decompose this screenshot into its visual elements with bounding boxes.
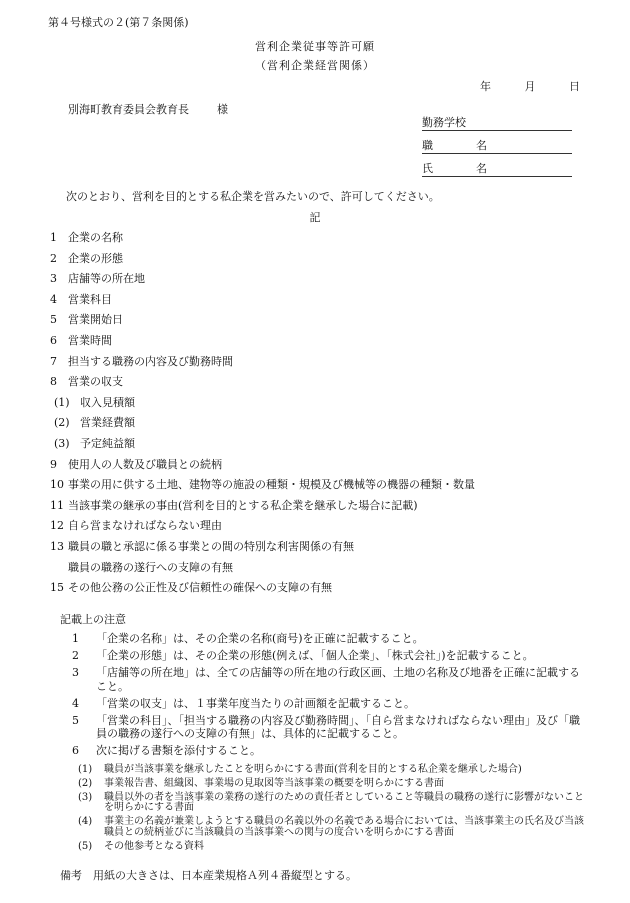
- doc-item: [78, 765, 586, 776]
- intro-text: 次のとおり、営利を目的とする私企業を営みたいので、許可してください。: [66, 190, 440, 203]
- recipient-name: 別海町教育委員会教育長: [68, 103, 189, 116]
- page-title: 営利企業従事等許可願: [255, 40, 375, 53]
- doc-item: [78, 842, 586, 853]
- item-text: 営業の収支: [68, 375, 123, 389]
- note-text: 「営業の科目」、「担当する職務の内容及び勤務時間」、「自ら営まなければならない理由」及び「職員の職務の遂行への支障の有無」は、具体的に記載すること。: [96, 713, 580, 741]
- name-field[interactable]: [422, 162, 572, 177]
- item-text: 職員の職務の遂行への支障の有無: [68, 560, 233, 574]
- remarks: 備考 用紙の大きさは、日本産業規格Ａ列４番縦型とする。: [60, 869, 357, 882]
- date-line: [450, 80, 580, 93]
- post-field[interactable]: [422, 139, 572, 154]
- doc-text: その他参考となる資料: [104, 840, 204, 852]
- list-item: [50, 519, 475, 540]
- list-item: [50, 561, 475, 582]
- list-item: [50, 355, 475, 376]
- note-item: [72, 632, 584, 645]
- recipient-suffix: 様: [217, 103, 228, 116]
- note-number: 4: [72, 696, 79, 710]
- school-field[interactable]: [422, 116, 572, 131]
- note-item: [72, 649, 584, 662]
- item-number: 9: [50, 457, 57, 471]
- item-text: 職員の職と承認に係る事業との間の特別な利害関係の有無: [68, 539, 354, 553]
- item-text: 収入見積額: [80, 395, 135, 409]
- note-number: 6: [72, 744, 79, 758]
- note-number: 5: [72, 713, 79, 727]
- list-subitem: [50, 416, 475, 437]
- list-item: [50, 313, 475, 334]
- item-text: 営業時間: [68, 333, 112, 347]
- item-number: 15: [50, 581, 64, 595]
- doc-item: [78, 779, 586, 790]
- item-number: 10: [50, 478, 64, 492]
- note-text: 「営業の収支」は、１事業年度当たりの計画額を記載すること。: [96, 696, 415, 710]
- doc-text: 職員以外の者を当該事業の業務の遂行のための責任者としていること等職員の職務の遂行に影響がないことを明らかにする書面: [104, 791, 584, 814]
- recipient: [68, 103, 228, 116]
- item-text: 店舗等の所在地: [68, 272, 145, 286]
- item-text: 予定純益額: [80, 436, 135, 450]
- note-item: [72, 744, 584, 757]
- doc-item: [78, 817, 586, 839]
- date-year: 年: [480, 80, 491, 93]
- item-number: 12: [50, 519, 64, 533]
- list-subitem: [50, 437, 475, 458]
- note-item: [72, 714, 584, 740]
- date-month: 月: [524, 80, 536, 93]
- list-item: [50, 252, 475, 273]
- note-text: 「店舗等の所在地」は、全ての店舗等の所在地の行政区画、土地の名称及び地番を正確に記載すること。: [96, 666, 580, 693]
- item-text: 自ら営まなければならない理由: [68, 519, 222, 533]
- item-text: その他公務の公正性及び信頼性の確保への支障の有無: [68, 581, 332, 595]
- list-item: [50, 458, 475, 479]
- doc-text: 事業主の名義が兼業しようとする職員の名義以外の名義である場合においては、当該事業主の氏名及び当該職員との続柄並びに当該職員の当該事業への関与の度合いを明らかにする書面: [104, 816, 584, 838]
- item-text: 営業科目: [68, 292, 112, 306]
- list-item: [50, 581, 475, 602]
- notes-heading: 記載上の注意: [60, 613, 126, 626]
- item-text: 企業の名称: [68, 231, 123, 244]
- ki-heading: 記: [309, 211, 321, 224]
- post-label: 職 名: [422, 139, 503, 152]
- item-number: 3: [50, 272, 57, 286]
- item-number: 7: [50, 354, 57, 368]
- item-number: (3): [54, 436, 70, 450]
- list-item: [50, 375, 475, 396]
- list-item: [50, 272, 475, 293]
- note-text: 「企業の形態」は、その企業の形態(例えば、「個人企業」、「株式会社」)を記載すること。: [96, 649, 534, 663]
- list-item: [50, 540, 475, 561]
- doc-number: (1): [78, 764, 93, 775]
- item-text: 事業の用に供する土地、建物等の施設の種類・規模及び機械等の機器の種類・数量: [68, 478, 475, 492]
- item-list: [50, 231, 475, 602]
- doc-text: 事業報告書、組織図、事業場の見取図等当該事業の概要を明らかにする書面: [104, 777, 444, 789]
- item-text: 営業開始日: [68, 313, 123, 327]
- note-number: 3: [72, 666, 79, 680]
- doc-text: 職員が当該事業を継承したことを明らかにする書面(営利を目的とする私企業を継承した場合): [104, 764, 522, 775]
- item-text: 営業経費額: [80, 416, 135, 430]
- item-number: 11: [50, 498, 64, 512]
- item-text: 当該事業の継承の事由(営利を目的とする私企業を継承した場合に記載): [68, 498, 418, 512]
- name-label: 氏 名: [422, 162, 503, 175]
- doc-number: (5): [78, 840, 93, 852]
- note-text: 次に掲げる書類を添付すること。: [96, 744, 261, 758]
- item-text: 担当する職務の内容及び勤務時間: [68, 354, 233, 368]
- attached-docs-list: [78, 765, 586, 856]
- notes-list: [72, 632, 584, 762]
- item-number: 8: [50, 375, 57, 389]
- doc-item: [78, 793, 586, 815]
- note-number: 1: [72, 632, 79, 645]
- item-number: (2): [54, 416, 70, 430]
- list-subitem: [50, 396, 475, 417]
- item-number: 6: [50, 333, 57, 347]
- date-day: 日: [569, 80, 580, 93]
- item-number: 5: [50, 313, 57, 327]
- doc-number: (2): [78, 777, 93, 789]
- note-item: [72, 666, 584, 692]
- form-number: 第４号様式の２(第７条関係): [48, 16, 189, 29]
- item-number: 4: [50, 292, 57, 306]
- item-number: 2: [50, 251, 57, 265]
- school-label: 勤務学校: [422, 116, 466, 129]
- item-number: 13: [50, 539, 64, 553]
- doc-number: (4): [78, 816, 93, 828]
- item-number: (1): [54, 395, 70, 409]
- list-item: [50, 334, 475, 355]
- list-item: [50, 478, 475, 499]
- item-number: 1: [50, 231, 57, 244]
- note-number: 2: [72, 649, 79, 663]
- note-text: 「企業の名称」は、その企業の名称(商号)を正確に記載すること。: [96, 632, 424, 645]
- doc-number: (3): [78, 791, 93, 803]
- item-text: 企業の形態: [68, 251, 123, 265]
- page-subtitle: （営利企業経営関係）: [255, 59, 375, 72]
- note-item: [72, 697, 584, 710]
- item-text: 使用人の人数及び職員との続柄: [68, 457, 222, 471]
- list-item: [50, 293, 475, 314]
- list-item: [50, 231, 475, 252]
- list-item: [50, 499, 475, 520]
